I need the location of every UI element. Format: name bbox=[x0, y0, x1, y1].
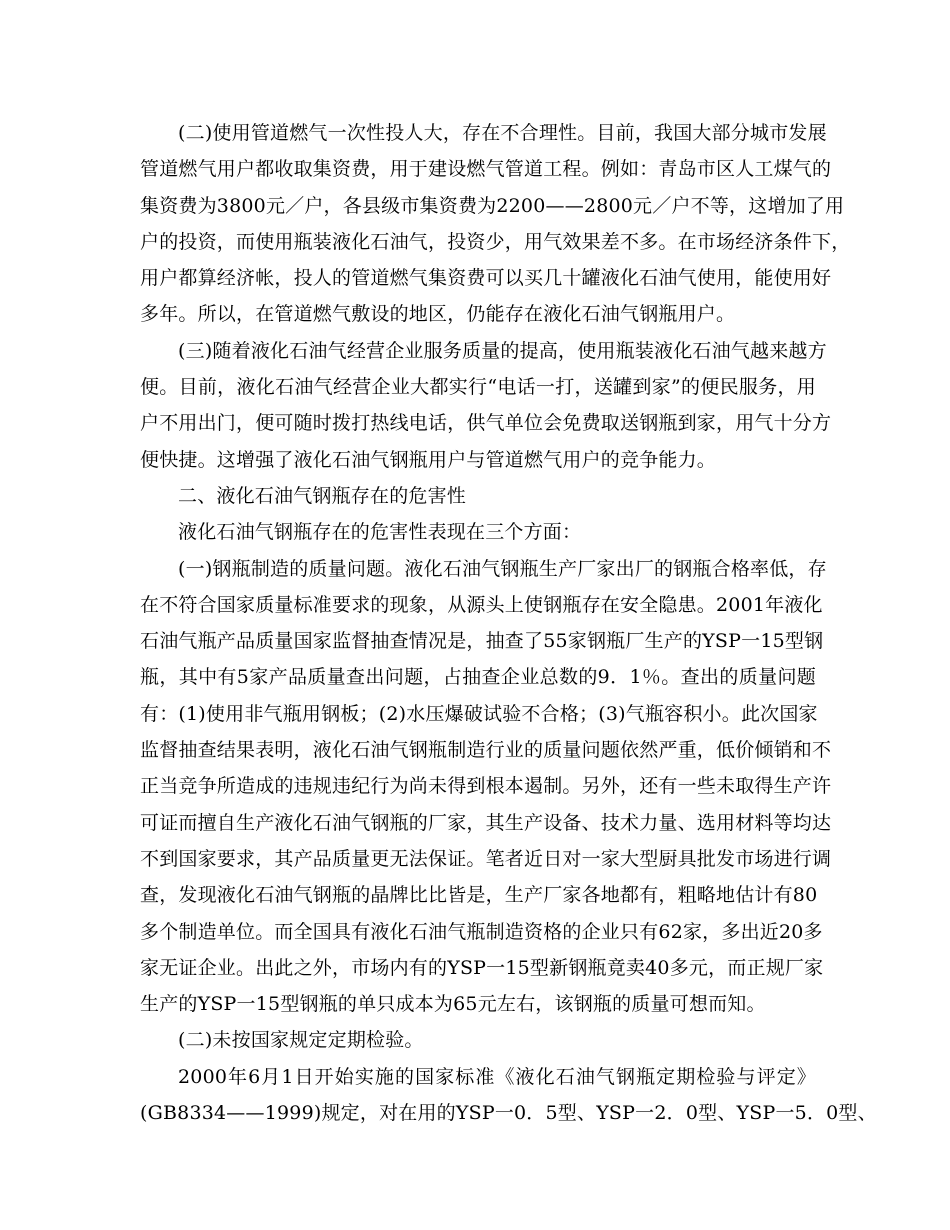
paragraph-line: 在不符合国家质量标准要求的现象，从源头上使钢瓶存在安全隐患。2001年液化 bbox=[140, 593, 823, 616]
paragraph-line: 便。目前，液化石油气经营企业大都实行“电话一打，送罐到家”的便民服务，用 bbox=[140, 376, 816, 399]
paragraph-line: 正当竞争所造成的违规违纪行为尚未得到根本遏制。另外，还有一些未取得生产许 bbox=[140, 775, 832, 798]
subsection-heading: (二)未按国家规定定期检验。 bbox=[178, 1029, 424, 1052]
paragraph-line: 可证而擅自生产液化石油气钢瓶的厂家，其生产设备、技术力量、选用材料等均达 bbox=[140, 811, 832, 834]
paragraph-line: 石油气瓶产品质量国家监督抽查情况是，抽查了55家钢瓶厂生产的YSP一15型钢 bbox=[140, 630, 824, 653]
paragraph-line: (GB8334——1999)规定，对在用的YSP一0．5型、YSP一2．0型、YSP一5．0型、 bbox=[140, 1102, 877, 1125]
paragraph-line: (二)使用管道燃气一次性投人大，存在不合理性。目前，我国大部分城市发展 bbox=[178, 122, 827, 144]
paragraph-line: 管道燃气用户都收取集资费，用于建设燃气管道工程。例如：青岛市区人工煤气的 bbox=[140, 158, 832, 181]
paragraph-line: 户不用出门，便可随时拨打热线电话，供气单位会免费取送钢瓶到家，用气十分方 bbox=[140, 412, 832, 435]
paragraph-line: 监督抽查结果表明，液化石油气钢瓶制造行业的质量问题依然严重，低价倾销和不 bbox=[140, 739, 832, 762]
paragraph-line: 集资费为3800元／户，各县级市集资费为2200——2800元／户不等，这增加了用 bbox=[140, 194, 845, 217]
paragraph-line: 生产的YSP一15型钢瓶的单只成本为65元左右，该钢瓶的质量可想而知。 bbox=[140, 993, 766, 1016]
paragraph-line: 瓶，其中有5家产品质量查出问题，占抽查企业总数的9．1％。查出的质量问题 bbox=[140, 666, 816, 689]
paragraph-line: 家无证企业。出此之外，市场内有的YSP一15型新钢瓶竟卖40多元，而正规厂家 bbox=[140, 956, 824, 979]
paragraph-line: (三)随着液化石油气经营企业服务质量的提高，使用瓶装液化石油气越来越方 bbox=[178, 339, 827, 362]
section-heading: 二、液化石油气钢瓶存在的危害性 bbox=[178, 484, 467, 507]
paragraph-line: 查，发现液化石油气钢瓶的晶牌比比皆是，生产厂家各地都有，粗略地估计有80 bbox=[140, 884, 818, 907]
paragraph-line: 多年。所以，在管道燃气敷设的地区，仍能存在液化石油气钢瓶用户。 bbox=[140, 303, 736, 326]
paragraph-line: 2000年6月1日开始实施的国家标准《液化石油气钢瓶定期检验与评定》 bbox=[178, 1065, 816, 1088]
paragraph-line: 多个制造单位。而全国具有液化石油气瓶制造资格的企业只有62家，多出近20多 bbox=[140, 920, 823, 943]
paragraph-line: 便快捷。这增强了液化石油气钢瓶用户与管道燃气用户的竞争能力。 bbox=[140, 448, 717, 471]
paragraph-line: 不到国家要求，其产品质量更无法保证。笔者近日对一家大型厨具批发市场进行调 bbox=[140, 847, 832, 870]
paragraph-line: 液化石油气钢瓶存在的危害性表现在三个方面： bbox=[178, 521, 582, 544]
document-body bbox=[140, 115, 877, 1131]
paragraph-line: 户的投资，而使用瓶装液化石油气，投资少，用气效果差不多。在市场经济条件下， bbox=[140, 230, 851, 253]
paragraph-line: 用户都算经济帐，投人的管道燃气集资费可以买几十罐液化石油气使用，能使用好 bbox=[140, 267, 832, 290]
paragraph-line: (一)钢瓶制造的质量问题。液化石油气钢瓶生产厂家出厂的钢瓶合格率低，存 bbox=[178, 557, 827, 580]
paragraph-line: 有：(1)使用非气瓶用钢板；(2)水压爆破试验不合格；(3)气瓶容积小。此次国家 bbox=[140, 702, 818, 725]
